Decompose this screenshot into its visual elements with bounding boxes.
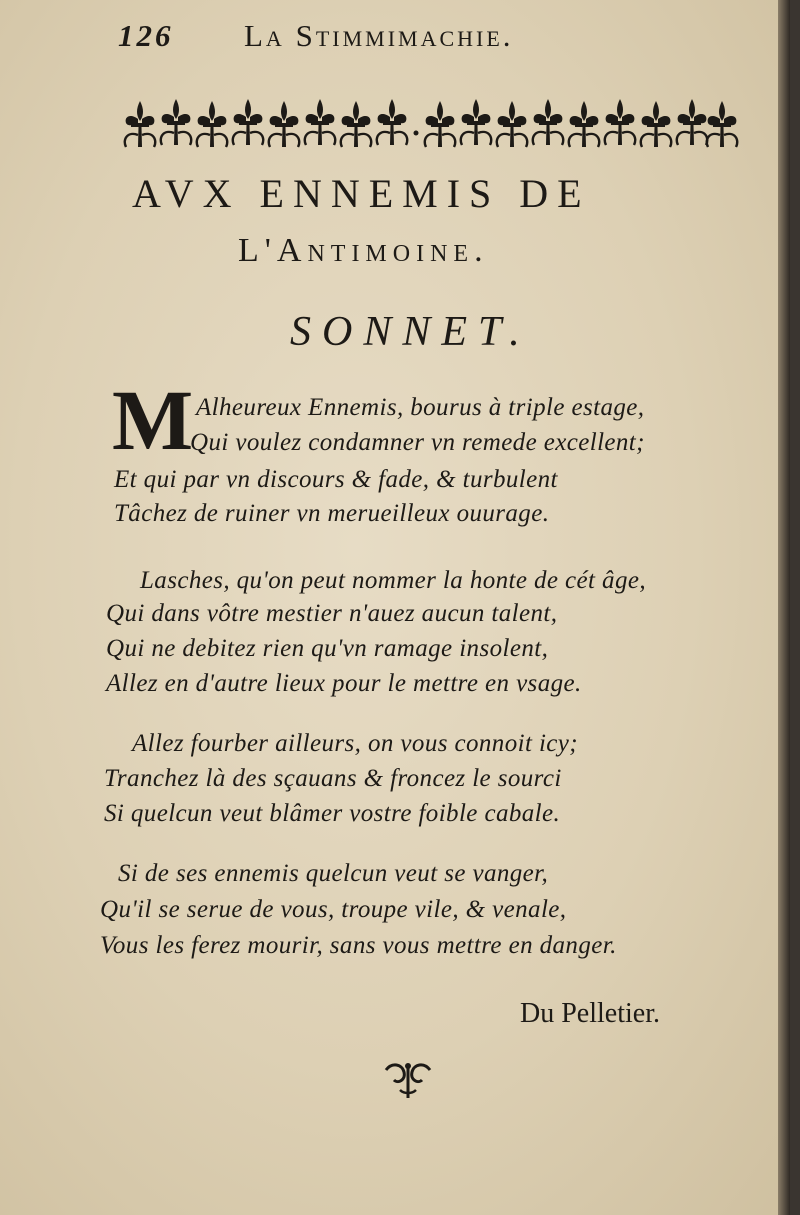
running-title: La Stimmimachie. (244, 18, 514, 53)
running-head (118, 14, 658, 58)
verse-line: Allez en d'autre lieux pour le mettre en vsage. (106, 670, 582, 697)
verse-line: Qu'il se serue de vous, troupe vile, & venale, (100, 896, 567, 923)
verse-line: Qui voulez condamner vn remede excellent; (190, 429, 645, 456)
verse-line: Qui dans vôtre mestier n'auez aucun talent, (106, 600, 558, 627)
poem-title: SONNET. (290, 309, 531, 355)
verse-line: Et qui par vn discours & fade, & turbulent (114, 466, 558, 493)
verse-line: Si quelcun veut blâmer vostre foible cabale. (104, 800, 561, 827)
verse-line: Allez fourber ailleurs, on vous connoit icy; (132, 730, 579, 757)
signature: Du Pelletier. (520, 998, 660, 1029)
verse-line: Lasches, qu'on peut nommer la honte de cét âge, (140, 567, 646, 594)
tailpiece-ornament (378, 1060, 438, 1104)
heading-line-1: AVX ENNEMIS DE (132, 171, 591, 216)
verse-line: Alheureux Ennemis, bourus à triple estage, (196, 394, 645, 421)
verse-line: Si de ses ennemis quelcun veut se vanger, (118, 860, 549, 887)
drop-cap: M (112, 372, 194, 468)
verse-line: Tranchez là des sçauans & froncez le sourci (104, 765, 562, 792)
verse-line: Vous les ferez mourir, sans vous mettre en danger. (100, 932, 617, 959)
page-number: 126 (118, 18, 174, 53)
page-edge-shadow (778, 0, 790, 1215)
heading-line-2: L'Antimoine. (238, 232, 489, 269)
fleuron-ornament-band (118, 93, 740, 155)
verse-line: Qui ne debitez rien qu'vn ramage insolent, (106, 635, 549, 662)
verse-line: Tâchez de ruiner vn merueilleux ouurage. (114, 500, 550, 527)
